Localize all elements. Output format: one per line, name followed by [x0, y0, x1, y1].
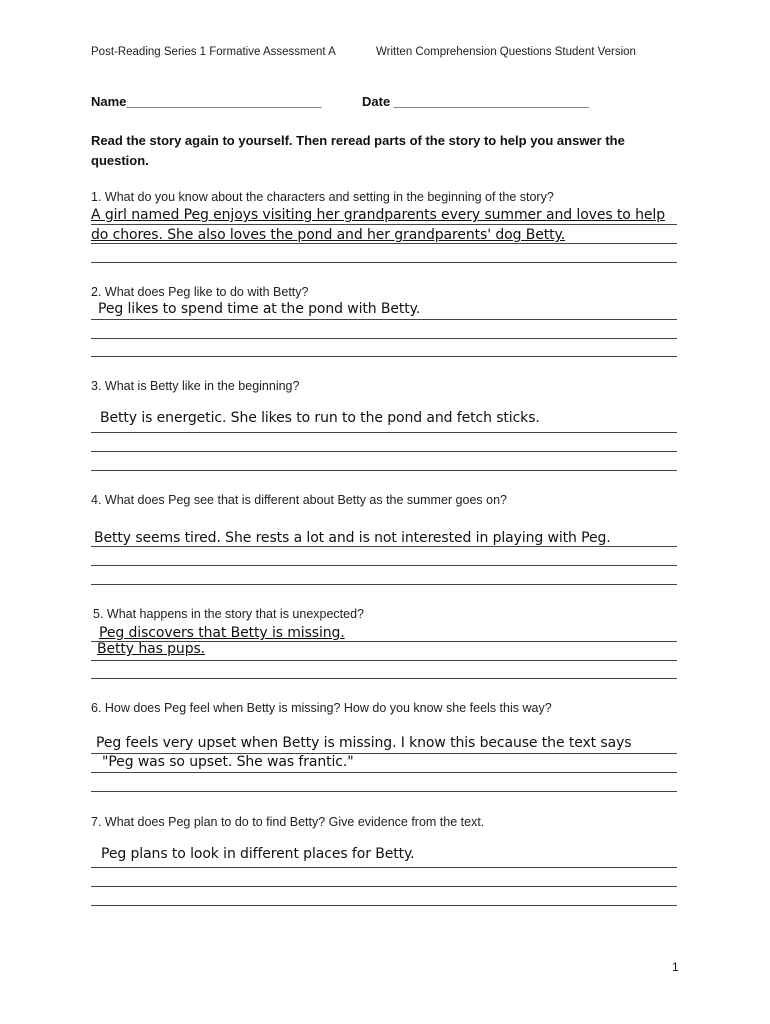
question-3: 3. What is Betty like in the beginning?	[91, 379, 300, 393]
answer-rule	[91, 905, 677, 906]
answer-rule	[91, 432, 677, 433]
answer-rule	[91, 338, 677, 339]
answer-6-line-2: "Peg was so upset. She was frantic."	[102, 754, 354, 770]
answer-4-line-1: Betty seems tired. She rests a lot and is not interested in playing with Peg.	[94, 530, 611, 546]
answer-rule	[91, 470, 677, 471]
answer-rule	[91, 886, 677, 887]
answer-rule	[91, 753, 677, 754]
answer-rule	[91, 546, 677, 547]
answer-rule	[91, 867, 677, 868]
answer-rule	[91, 772, 677, 773]
answer-rule	[91, 243, 677, 244]
answer-5-line-2: Betty has pups.	[97, 641, 206, 657]
question-7: 7. What does Peg plan to do to find Betty? Give evidence from the text.	[91, 815, 485, 829]
answer-rule	[91, 262, 677, 263]
question-6: 6. How does Peg feel when Betty is missing? How do you know she feels this way?	[91, 701, 552, 715]
answer-1-line-2: do chores. She also loves the pond and her grandparents' dog Betty.	[91, 227, 566, 243]
question-2: 2. What does Peg like to do with Betty?	[91, 285, 309, 299]
answer-rule	[91, 224, 677, 225]
answer-rule	[91, 584, 677, 585]
answer-1-line-1: A girl named Peg enjoys visiting her grandparents every summer and loves to help	[91, 207, 665, 223]
instructions: Read the story again to yourself. Then reread parts of the story to help you answer the question.	[91, 133, 625, 168]
header-version-title: Written Comprehension Questions Student Version	[376, 46, 636, 58]
answer-rule	[91, 319, 677, 320]
header-series-title: Post-Reading Series 1 Formative Assessment A	[91, 46, 336, 58]
answer-rule	[91, 791, 677, 792]
answer-rule	[91, 678, 677, 679]
question-5: 5. What happens in the story that is unexpected?	[93, 607, 365, 621]
answer-rule	[91, 641, 677, 642]
page-number: 1	[672, 960, 679, 974]
answer-6-line-1: Peg feels very upset when Betty is missing. I know this because the text says	[96, 735, 632, 751]
name-field-label: Name___________________________	[91, 94, 322, 109]
answer-7-line-1: Peg plans to look in different places for Betty.	[101, 846, 415, 862]
answer-rule	[91, 660, 677, 661]
answer-rule	[91, 565, 677, 566]
question-1: 1. What do you know about the characters and setting in the beginning of the story?	[91, 190, 554, 204]
question-4: 4. What does Peg see that is different about Betty as the summer goes on?	[91, 493, 507, 507]
answer-rule	[91, 451, 677, 452]
answer-2-line-1: Peg likes to spend time at the pond with Betty.	[98, 301, 421, 317]
answer-3-line-1: Betty is energetic. She likes to run to the pond and fetch sticks.	[100, 410, 540, 426]
date-field-label: Date ___________________________	[362, 94, 589, 109]
answer-rule	[91, 356, 677, 357]
answer-5-line-1: Peg discovers that Betty is missing.	[99, 625, 345, 641]
